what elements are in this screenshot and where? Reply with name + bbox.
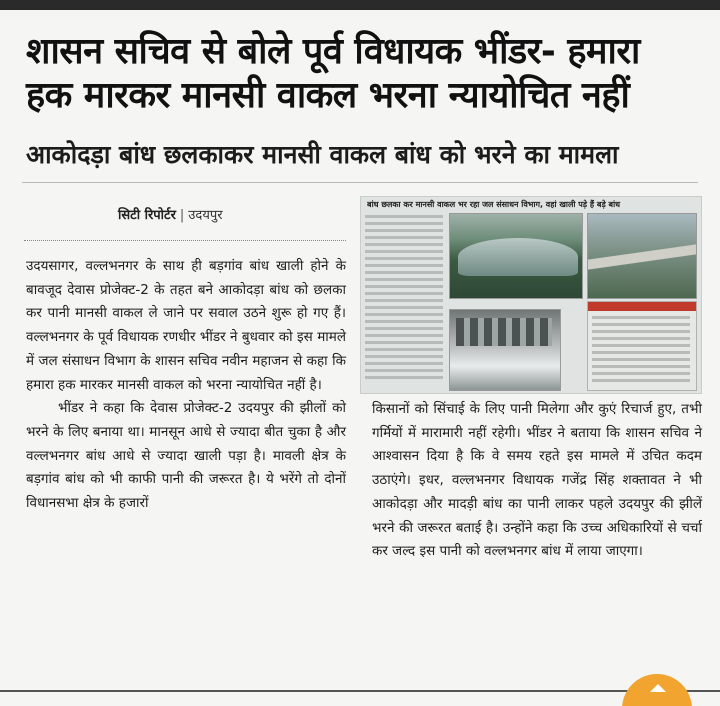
dam-wall-photo — [587, 213, 697, 299]
byline-city: उदयपुर — [188, 208, 223, 223]
byline — [118, 205, 223, 223]
right-column — [372, 398, 702, 564]
headline — [26, 30, 706, 118]
scroll-up-button[interactable] — [622, 674, 692, 706]
paragraph-2: भींडर ने कहा कि देवास प्रोजेक्ट-2 उदयपुर की झीलों को भरने के लिए बनाया था। मानसून आधे से ज्यादा बीत चुका है और वल्लभनगर बांध आधे से ज्यादा खाली पड़ा है। मावली क्षेत्र के बड़गांव बांध को भी काफी पानी की जरूरत है। ये भरेंगे तो दोनों विधानसभा क्षेत्र के हजारों — [26, 400, 346, 512]
byline-divider — [24, 240, 346, 241]
divider — [22, 182, 698, 183]
bottom-border — [0, 690, 720, 692]
headline-line-2: हक मारकर मानसी वाकल भरना न्यायोचित नहीं — [26, 75, 630, 116]
left-column — [26, 255, 346, 516]
subheadline: आकोदड़ा बांध छलकाकर मानसी वाकल बांध को भरने का मामला — [26, 140, 619, 169]
dam-gates-photo — [449, 309, 561, 391]
photo-collage — [360, 196, 702, 394]
byline-reporter: सिटी रिपोर्टर — [118, 208, 176, 223]
paragraph-1: उदयसागर, वल्लभनगर के साथ ही बड़गांव बांध खाली होने के बावजूद देवास प्रोजेक्ट-2 के तहत बने आकोदड़ा बांध को छलका कर पानी मानसी वाकल ले जाने पर सवाल उठने शुरू हो गए हैं। वल्लभनगर के पूर्व विधायक रणधीर भींडर ने बुधवार को इस मामले में जल संसाधन विभाग के शासन सचिव नवीन महाजन से कहा कि हमारा हक मारकर मानसी वाकल को भरना न्यायोचित नहीं है। — [26, 258, 346, 393]
up-arrow-icon — [650, 684, 666, 692]
headline-line-1: शासन सचिव से बोले पूर्व विधायक भींडर- हमारा — [26, 31, 640, 72]
paragraph-3: किसानों को सिंचाई के लिए पानी मिलेगा और कुएं रिचार्ज हुए, तभी गर्मियों में मारामारी नहीं रहेगी। भींडर ने बताया कि शासन सचिव ने आश्वासन दिया है कि वे समय रहते इस मामले में उचित कदम उठाएंगे। इधर, वल्लभनगर विधायक गजेंद्र सिंह शक्तावत ने भी आकोदड़ा और मादड़ी बांध का पानी लाकर पहले उदयपुर की झीलें भरने की जरूरत बताई है। उन्होंने कहा कि उच्च अधिकारियों से चर्चा कर जल्द इस पानी को वल्लभनगर बांध में लाया जाएगा। — [372, 401, 702, 560]
dam-water-photo — [449, 213, 583, 299]
inset-box — [587, 301, 697, 391]
photo-caption: बांध छलका कर मानसी वाकल भर रहा जल संसाधन विभाग, वहां खाली पड़े हैं बड़े बांध — [367, 200, 621, 209]
inset-band — [588, 302, 696, 311]
photo-text-column — [365, 215, 443, 383]
byline-separator: | — [179, 208, 185, 223]
top-border — [0, 0, 720, 10]
